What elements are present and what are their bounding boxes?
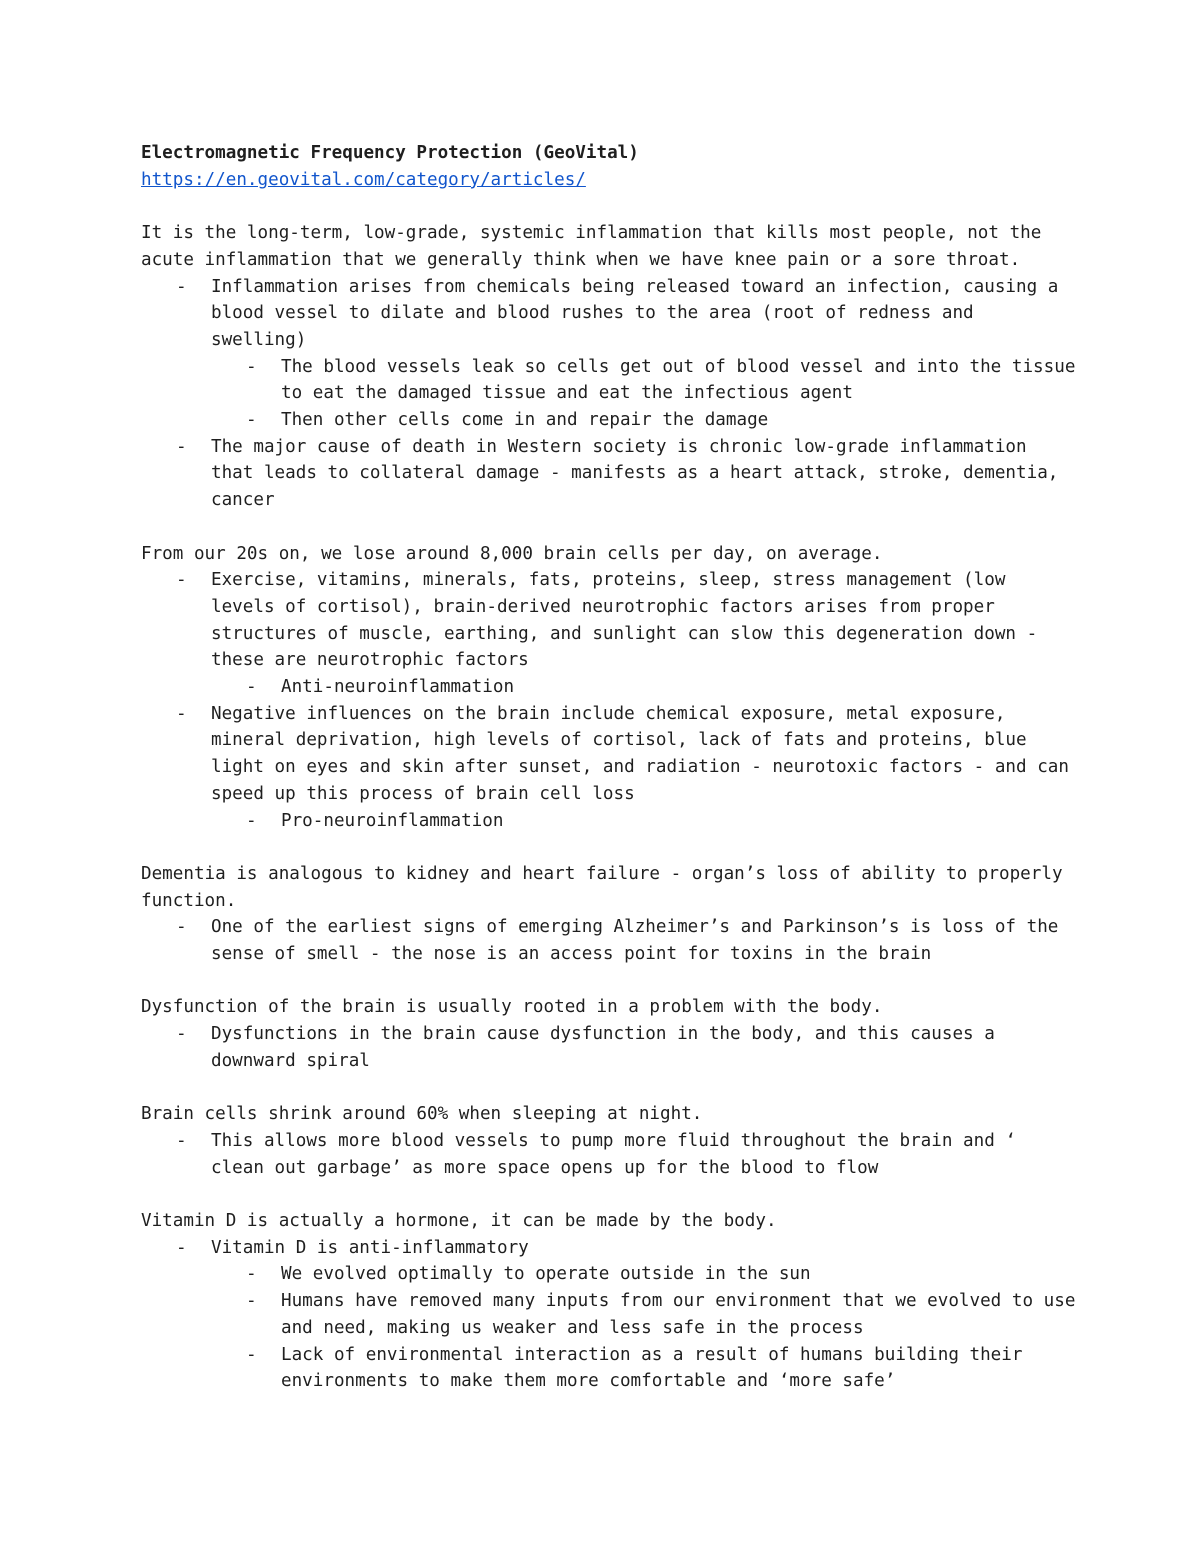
list-item: - One of the earliest signs of emerging Alzheimer’s and Parkinson’s is loss of the sense of smell - the nose is an access point for toxins in the brain xyxy=(141,914,1076,967)
bullet: - xyxy=(246,1264,257,1285)
bullet: - xyxy=(246,356,257,377)
bullet: - xyxy=(246,1291,257,1312)
document-body xyxy=(141,140,1076,1395)
bullet: - xyxy=(176,1024,187,1045)
bullet: - xyxy=(246,810,257,831)
section-lead: Brain cells shrink around 60% when sleeping at night. xyxy=(141,1104,703,1125)
spacer xyxy=(141,968,1076,995)
bullet: - xyxy=(246,677,257,698)
list-item: - The blood vessels leak so cells get out of blood vessel and into the tissue to eat the damaged tissue and eat the infectious agent xyxy=(141,354,1076,407)
bullet: - xyxy=(246,1344,257,1365)
list-item: - This allows more blood vessels to pump more fluid throughout the brain and ‘ clean out garbage’ as more space opens up for the blood to flow xyxy=(141,1128,1076,1181)
section-sleep xyxy=(141,1101,1076,1181)
list-item: - Negative influences on the brain include chemical exposure, metal exposure, mineral deprivation, high levels of cortisol, lack of fats and proteins, blue light on eyes and skin after sunset, and radiation - neurotoxic factors - and can speed up this process of brain cell loss xyxy=(141,701,1076,808)
bullet: - xyxy=(176,570,187,591)
bullet: - xyxy=(176,703,187,724)
list-item: - Anti-neuroinflammation xyxy=(141,674,1076,701)
bullet: - xyxy=(176,276,187,297)
section-lead: Vitamin D is actually a hormone, it can be made by the body. xyxy=(141,1211,777,1232)
list-item: - Vitamin D is anti-inflammatory xyxy=(141,1235,1076,1262)
section-lead: From our 20s on, we lose around 8,000 brain cells per day, on average. xyxy=(141,543,883,564)
list-item: - Then other cells come in and repair the damage xyxy=(141,407,1076,434)
section-vitamin-d xyxy=(141,1208,1076,1395)
list-item: - Pro-neuroinflammation xyxy=(141,808,1076,835)
list-item: - Lack of environmental interaction as a result of humans building their environments to make them more comfortable and ‘more safe’ xyxy=(141,1342,1076,1395)
list-item: - The major cause of death in Western society is chronic low-grade inflammation that leads to collateral damage - manifests as a heart attack, stroke, dementia, cancer xyxy=(141,434,1076,514)
section-inflammation xyxy=(141,220,1076,514)
section-brain-cells xyxy=(141,541,1076,835)
spacer xyxy=(141,193,1076,220)
section-lead: Dysfunction of the brain is usually rooted in a problem with the body. xyxy=(141,997,883,1018)
bullet: - xyxy=(176,917,187,938)
bullet: - xyxy=(176,1130,187,1151)
bullet: - xyxy=(176,436,187,457)
spacer xyxy=(141,834,1076,861)
spacer xyxy=(141,514,1076,541)
spacer xyxy=(141,1181,1076,1208)
list-item: - Inflammation arises from chemicals being released toward an infection, causing a blood vessel to dilate and blood rushes to the area (root of redness and swelling) xyxy=(141,274,1076,354)
list-item: - We evolved optimally to operate outside in the sun xyxy=(141,1261,1076,1288)
list-item: - Dysfunctions in the brain cause dysfunction in the body, and this causes a downward spiral xyxy=(141,1021,1076,1074)
list-item: - Exercise, vitamins, minerals, fats, proteins, sleep, stress management (low levels of cortisol), brain-derived neurotrophic factors arises from proper structures of muscle, earthing, and sunlight can slow this degeneration down - these are neurotrophic factors xyxy=(141,567,1076,674)
list-item: - Humans have removed many inputs from our environment that we evolved to use and need, making us weaker and less safe in the process xyxy=(141,1288,1076,1341)
section-dementia xyxy=(141,861,1076,968)
bullet: - xyxy=(246,410,257,431)
section-lead: It is the long-term, low-grade, systemic inflammation that kills most people, not the acute inflammation that we generally think when we have knee pain or a sore throat. xyxy=(141,223,1042,270)
source-link[interactable]: https://en.geovital.com/category/articles/ xyxy=(141,169,586,190)
bullet: - xyxy=(176,1237,187,1258)
section-lead: Dementia is analogous to kidney and heart failure - organ’s loss of ability to properly function. xyxy=(141,863,1063,911)
spacer xyxy=(141,1075,1076,1102)
document-title: Electromagnetic Frequency Protection (GeoVital) xyxy=(141,143,639,163)
section-dysfunction xyxy=(141,994,1076,1074)
